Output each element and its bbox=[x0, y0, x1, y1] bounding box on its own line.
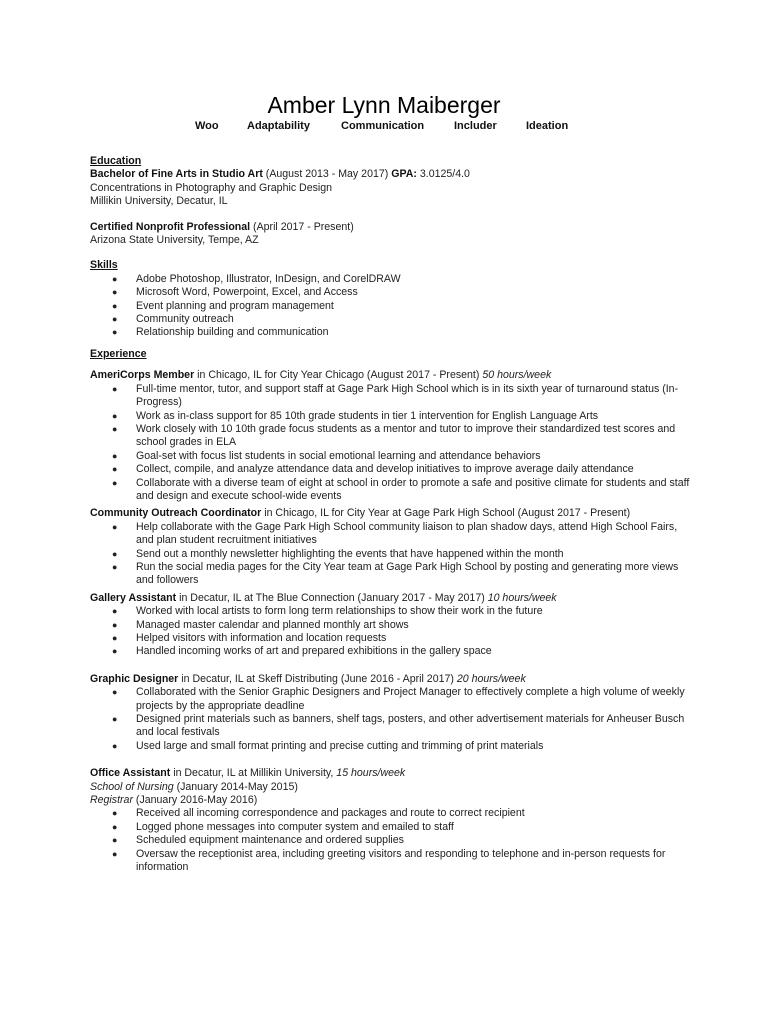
job-header bbox=[90, 507, 690, 520]
job-hours: 50 hours/week bbox=[482, 369, 552, 382]
gpa-value: 3.0125/4.0 bbox=[416, 168, 470, 181]
resume-body bbox=[90, 155, 690, 875]
job-header bbox=[90, 369, 690, 382]
job-bullet: ● Oversaw the receptionist area, including greeting visitors and responding to telephone and in-person requests for information bbox=[90, 848, 690, 875]
job-bullet: ● Worked with local artists to form long term relationships to show their work in the future bbox=[90, 605, 690, 618]
education-heading: Education bbox=[90, 155, 142, 167]
job-bullet: ● Work as in-class support for 85 10th grade students in tier 1 intervention for English Language Arts bbox=[90, 410, 690, 423]
degree-school: Millikin University, Decatur, IL bbox=[90, 195, 228, 208]
sub-role-dates: (January 2014-May 2015) bbox=[173, 780, 298, 793]
cert-dates: (April 2017 - Present) bbox=[250, 220, 354, 233]
job-bullet: ● Help collaborate with the Gage Park High School community liaison to plan shadow days, attend High School Fairs, and plan student recruitment initiatives bbox=[90, 521, 690, 548]
skills-list bbox=[90, 273, 690, 340]
strength-item: Woo bbox=[195, 120, 219, 132]
job-detail: in Chicago, IL for City Year Chicago (August 2017 - Present) bbox=[194, 369, 483, 382]
skills-heading: Skills bbox=[90, 259, 118, 272]
job-bullet: ● Run the social media pages for the City Year team at Gage Park High School by posting and generating more views and followers bbox=[90, 561, 690, 588]
job-hours: 10 hours/week bbox=[487, 591, 557, 604]
job-bullet: ● Used large and small format printing and precise cutting and trimming of print materials bbox=[90, 740, 690, 753]
job-bullet: ● Collect, compile, and analyze attendance data and develop initiatives to improve average daily attendance bbox=[90, 463, 690, 476]
sub-role-name: School of Nursing bbox=[90, 780, 174, 793]
job-bullet: ● Collaborated with the Senior Graphic Designers and Project Manager to effectively complete a high volume of weekly projects by the appropriate deadline bbox=[90, 686, 690, 713]
skill-item: ● Adobe Photoshop, Illustrator, InDesign, and CorelDRAW bbox=[90, 273, 690, 286]
job-header bbox=[90, 673, 690, 686]
job-detail: in Decatur, IL at Skeff Distributing (June 2016 - April 2017) bbox=[178, 672, 457, 685]
job-bullet: ● Managed master calendar and planned monthly art shows bbox=[90, 619, 690, 632]
sub-role-line bbox=[90, 781, 690, 794]
gpa-label: GPA: bbox=[391, 168, 417, 181]
sub-role-name: Registrar bbox=[90, 794, 133, 807]
job-hours: 20 hours/week bbox=[456, 672, 526, 685]
strength-item: Ideation bbox=[526, 120, 569, 132]
resume-name: Amber Lynn Maiberger bbox=[267, 92, 501, 118]
degree-line bbox=[90, 168, 690, 181]
strength-item: Adaptability bbox=[247, 120, 310, 132]
job-bullet: ● Designed print materials such as banners, shelf tags, posters, and other advertisement materials for Anheuser Busch and local festivals bbox=[90, 713, 690, 740]
experience-heading: Experience bbox=[90, 347, 147, 360]
job-bullet: ● Logged phone messages into computer system and emailed to staff bbox=[90, 821, 690, 834]
degree-dates: (August 2013 - May 2017) bbox=[262, 168, 392, 181]
job-bullet: ● Collaborate with a diverse team of eight at school in order to promote a safe and positive climate for students and staff and design and execute school-wide events bbox=[90, 477, 690, 504]
skill-item: ● Relationship building and communication bbox=[90, 326, 690, 339]
job-detail: in Chicago, IL for City Year at Gage Park High School (August 2017 - Present) bbox=[261, 507, 631, 520]
job-header bbox=[90, 592, 690, 605]
degree-title: Bachelor of Fine Arts in Studio Art bbox=[90, 168, 263, 181]
skill-item: ● Event planning and program management bbox=[90, 300, 690, 313]
cert-school: Arizona State University, Tempe, AZ bbox=[90, 234, 259, 247]
job-bullets bbox=[90, 383, 690, 504]
strengths-row bbox=[0, 120, 768, 136]
job-bullets bbox=[90, 807, 690, 874]
job-detail: in Decatur, IL at The Blue Connection (January 2017 - May 2017) bbox=[176, 591, 488, 604]
job-title: Community Outreach Coordinator bbox=[90, 507, 262, 520]
strength-item: Communication bbox=[341, 120, 425, 132]
job-title: AmeriCorps Member bbox=[90, 369, 195, 382]
job-header bbox=[90, 767, 690, 780]
degree-concentration: Concentrations in Photography and Graphic Design bbox=[90, 181, 333, 194]
job-detail: in Decatur, IL at Millikin University, bbox=[170, 767, 337, 780]
job-bullet: ● Send out a monthly newsletter highlighting the events that have happened within the month bbox=[90, 548, 690, 561]
job-bullet: ● Helped visitors with information and location requests bbox=[90, 632, 690, 645]
job-title: Office Assistant bbox=[90, 767, 171, 780]
job-title: Gallery Assistant bbox=[90, 591, 177, 604]
job-bullet: ● Goal-set with focus list students in social emotional learning and attendance behaviors bbox=[90, 450, 690, 463]
job-title: Graphic Designer bbox=[90, 672, 179, 685]
job-hours: 15 hours/week bbox=[336, 767, 406, 780]
skill-item: ● Community outreach bbox=[90, 313, 690, 326]
strength-item: Includer bbox=[454, 120, 497, 132]
job-bullets bbox=[90, 605, 690, 659]
job-bullet: ● Work closely with 10 10th grade focus students as a mentor and tutor to improve their standardized test scores and school grades in ELA bbox=[90, 423, 690, 450]
cert-line bbox=[90, 221, 690, 234]
job-bullet: ● Scheduled equipment maintenance and ordered supplies bbox=[90, 834, 690, 847]
sub-role-dates: (January 2016-May 2016) bbox=[132, 794, 258, 807]
cert-title: Certified Nonprofit Professional bbox=[90, 220, 251, 233]
job-bullet: ● Handled incoming works of art and prepared exhibitions in the gallery space bbox=[90, 645, 690, 658]
job-bullet: ● Received all incoming correspondence and packages and route to correct recipient bbox=[90, 807, 690, 820]
job-bullet: ● Full-time mentor, tutor, and support staff at Gage Park High School which is in its sixth year of turnaround status (In-Progress) bbox=[90, 383, 690, 410]
skill-item: ● Microsoft Word, Powerpoint, Excel, and Access bbox=[90, 286, 690, 299]
job-bullets bbox=[90, 686, 690, 753]
sub-role-line bbox=[90, 794, 690, 807]
job-bullets bbox=[90, 521, 690, 588]
